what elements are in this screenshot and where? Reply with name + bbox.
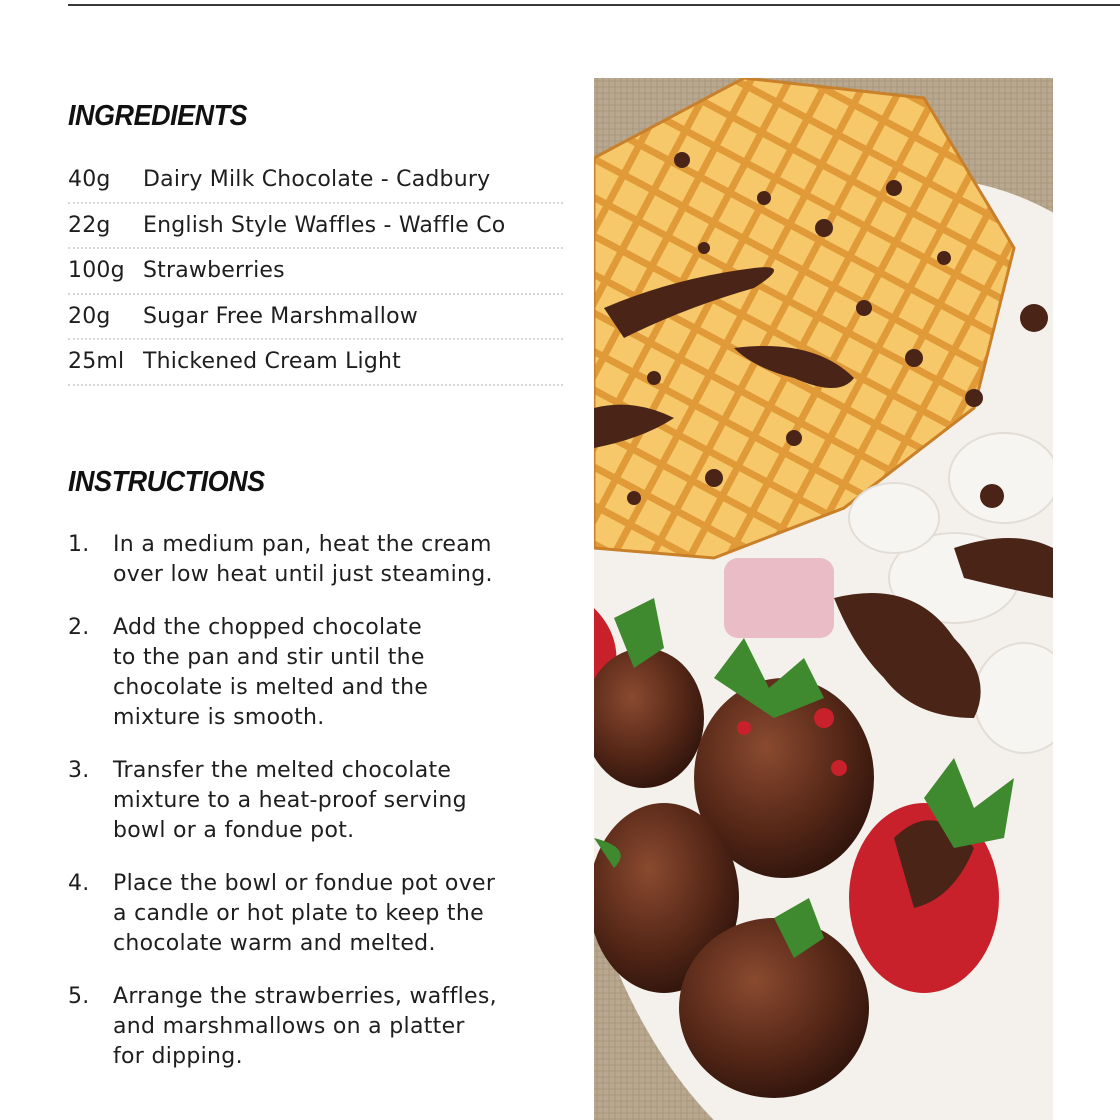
- step-text: [113, 756, 548, 846]
- step-line: Transfer the melted chocolate: [113, 758, 452, 783]
- ingredients-list: [68, 158, 563, 386]
- step-text: [113, 982, 548, 1072]
- ingredient-row: [68, 249, 563, 295]
- ingredient-quantity: 22g: [68, 212, 111, 238]
- dessert-platter-illustration: [594, 78, 1053, 1120]
- ingredient-name: Dairy Milk Chocolate - Cadbury: [143, 167, 491, 193]
- step-number: 4.: [68, 871, 90, 896]
- step-line: to the pan and stir until the: [113, 645, 425, 670]
- instructions-list: [68, 530, 548, 1072]
- step-line: for dipping.: [113, 1044, 243, 1069]
- step-number: 1.: [68, 532, 90, 557]
- step-number: 3.: [68, 758, 90, 783]
- step-line: bowl or a fondue pot.: [113, 818, 355, 843]
- step-line: and marshmallows on a platter: [113, 1014, 465, 1039]
- instruction-step: [68, 756, 548, 846]
- instruction-step: [68, 613, 548, 733]
- ingredient-quantity: 40g: [68, 167, 111, 193]
- top-divider: [68, 4, 1120, 6]
- ingredient-quantity: 20g: [68, 303, 111, 329]
- ingredient-name: English Style Waffles - Waffle Co: [143, 212, 506, 238]
- instruction-step: [68, 982, 548, 1072]
- instructions-heading: INSTRUCTIONS: [68, 466, 265, 498]
- step-line: a candle or hot plate to keep the: [113, 901, 484, 926]
- step-line: over low heat until just steaming.: [113, 562, 493, 587]
- step-text: [113, 613, 548, 733]
- ingredient-name: Thickened Cream Light: [143, 349, 401, 375]
- ingredient-quantity: 100g: [68, 258, 125, 284]
- dessert-platter-photo: [594, 78, 1053, 1120]
- step-number: 2.: [68, 615, 90, 640]
- step-line: mixture to a heat-proof serving: [113, 788, 467, 813]
- step-text: [113, 530, 548, 590]
- step-line: chocolate is melted and the: [113, 675, 429, 700]
- ingredient-row: [68, 295, 563, 341]
- step-line: mixture is smooth.: [113, 705, 325, 730]
- ingredient-quantity: 25ml: [68, 349, 125, 375]
- instruction-step: [68, 530, 548, 590]
- step-line: Arrange the strawberries, waffles,: [113, 984, 497, 1009]
- step-text: [113, 869, 548, 959]
- ingredient-row: [68, 204, 563, 250]
- step-line: chocolate warm and melted.: [113, 931, 436, 956]
- ingredient-name: Sugar Free Marshmallow: [143, 303, 418, 329]
- step-line: In a medium pan, heat the cream: [113, 532, 492, 557]
- step-number: 5.: [68, 984, 90, 1009]
- instruction-step: [68, 869, 548, 959]
- step-line: Place the bowl or fondue pot over: [113, 871, 496, 896]
- ingredient-name: Strawberries: [143, 258, 285, 284]
- step-line: Add the chopped chocolate: [113, 615, 422, 640]
- ingredients-heading: INGREDIENTS: [68, 100, 248, 132]
- ingredient-row: [68, 158, 563, 204]
- ingredient-row: [68, 340, 563, 386]
